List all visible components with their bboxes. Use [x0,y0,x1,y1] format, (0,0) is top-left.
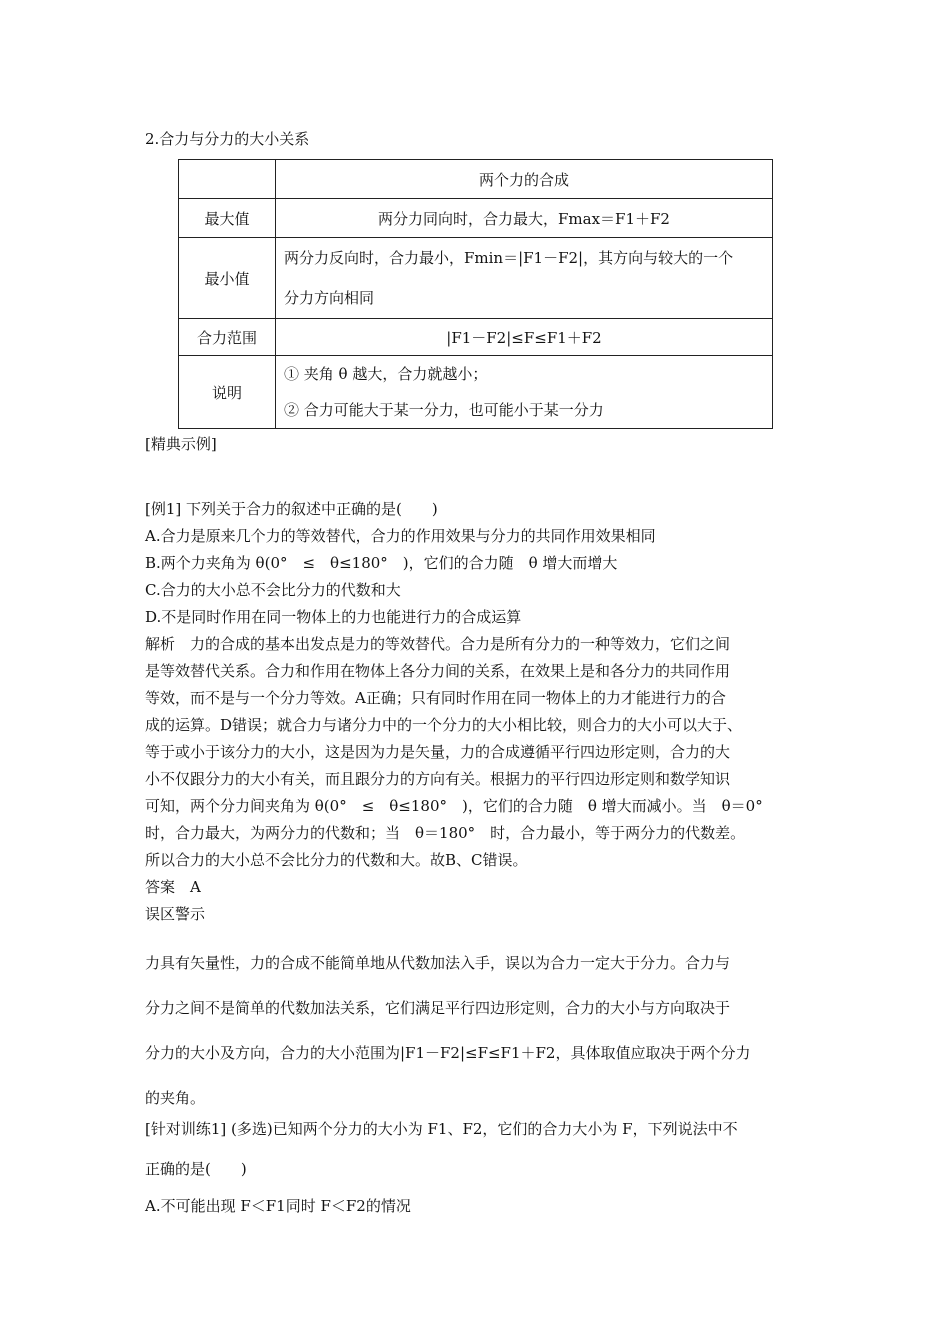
answer-line: 答案 A [145,878,201,896]
option-b: B.两个力夹角为 θ(0° ≤ θ≤180° )，它们的合力随 θ 增大而增大 [145,554,618,572]
row-content: ① 夹角 θ 越大，合力就越小； ② 合力可能大于某一分力，也可能小于某一分力 [276,356,773,429]
row-label: 最小值 [179,238,276,319]
table-row [179,356,773,429]
analysis-line: 时，合力最大，为两分力的代数和；当 θ＝180° 时，合力最小，等于两分力的代数差。 [145,824,746,842]
analysis-line: 所以合力的大小总不会比分力的代数和大。故B、C错误。 [145,851,528,869]
option-c: C.合力的大小总不会比分力的代数和大 [145,581,401,599]
warning-line: 分力之间不是简单的代数加法关系，它们满足平行四边形定则，合力的大小与方向取决于 [145,999,731,1017]
training-question-cont: 正确的是( ) [145,1160,247,1178]
analysis-line: 成的运算。D错误；就合力与诸分力中的一个分力的大小相比较，则合力的大小可以大于、 [145,716,743,734]
analysis-line: 可知，两个分力间夹角为 θ(0° ≤ θ≤180° )，它们的合力随 θ 增大而减小。当 θ＝0° [145,797,763,815]
section-title: 2.合力与分力的大小关系 [145,130,310,148]
table-header-empty [179,160,276,199]
row-label: 最大值 [179,199,276,238]
row-label: 说明 [179,356,276,429]
row-content: 两分力同向时，合力最大，Fmax＝F1＋F2 [276,199,773,238]
table-header-row [179,160,773,199]
table-row [179,199,773,238]
analysis-line: 等于或小于该分力的大小，这是因为力是矢量，力的合成遵循平行四边形定则，合力的大 [145,743,731,761]
example-question: [例1] 下列关于合力的叙述中正确的是( ) [145,500,438,518]
row-content: |F1－F2|≤F≤F1＋F2 [276,319,773,356]
row-content: 两分力反向时，合力最小，Fmin＝|F1－F2|，其方向与较大的一个 分力方向相同 [276,238,773,319]
analysis-line: 是等效替代关系。合力和作用在物体上各分力间的关系，在效果上是和各分力的共同作用 [145,662,731,680]
analysis-line: 等效，而不是与一个分力等效。A正确；只有同时作用在同一物体上的力才能进行力的合 [145,689,726,707]
analysis-line: 小不仅跟分力的大小有关，而且跟分力的方向有关。根据力的平行四边形定则和数学知识 [145,770,731,788]
option-a: A.合力是原来几个力的等效替代，合力的作用效果与分力的共同作用效果相同 [145,527,656,545]
warning-line: 分力的大小及方向，合力的大小范围为|F1－F2|≤F≤F1＋F2，具体取值应取决于两个分力 [145,1044,751,1062]
training-question: [针对训练1] (多选)已知两个分力的大小为 F1、F2，它们的合力大小为 F，下列说法中不 [145,1120,738,1138]
table-row [179,238,773,319]
table-header-title: 两个力的合成 [276,160,773,199]
row-label: 合力范围 [179,319,276,356]
example-heading: [精典示例] [145,435,217,453]
warning-line: 的夹角。 [145,1089,206,1107]
option-d: D.不是同时作用在同一物体上的力也能进行力的合成运算 [145,608,522,626]
force-relation-table [178,159,773,429]
analysis-line: 解析 力的合成的基本出发点是力的等效替代。合力是所有分力的一种等效力，它们之间 [145,635,731,653]
table-row [179,319,773,356]
warning-title: 误区警示 [145,905,206,923]
warning-line: 力具有矢量性，力的合成不能简单地从代数加法入手，误以为合力一定大于分力。合力与 [145,954,731,972]
training-option-a: A.不可能出现 F＜F1同时 F＜F2的情况 [145,1197,411,1215]
